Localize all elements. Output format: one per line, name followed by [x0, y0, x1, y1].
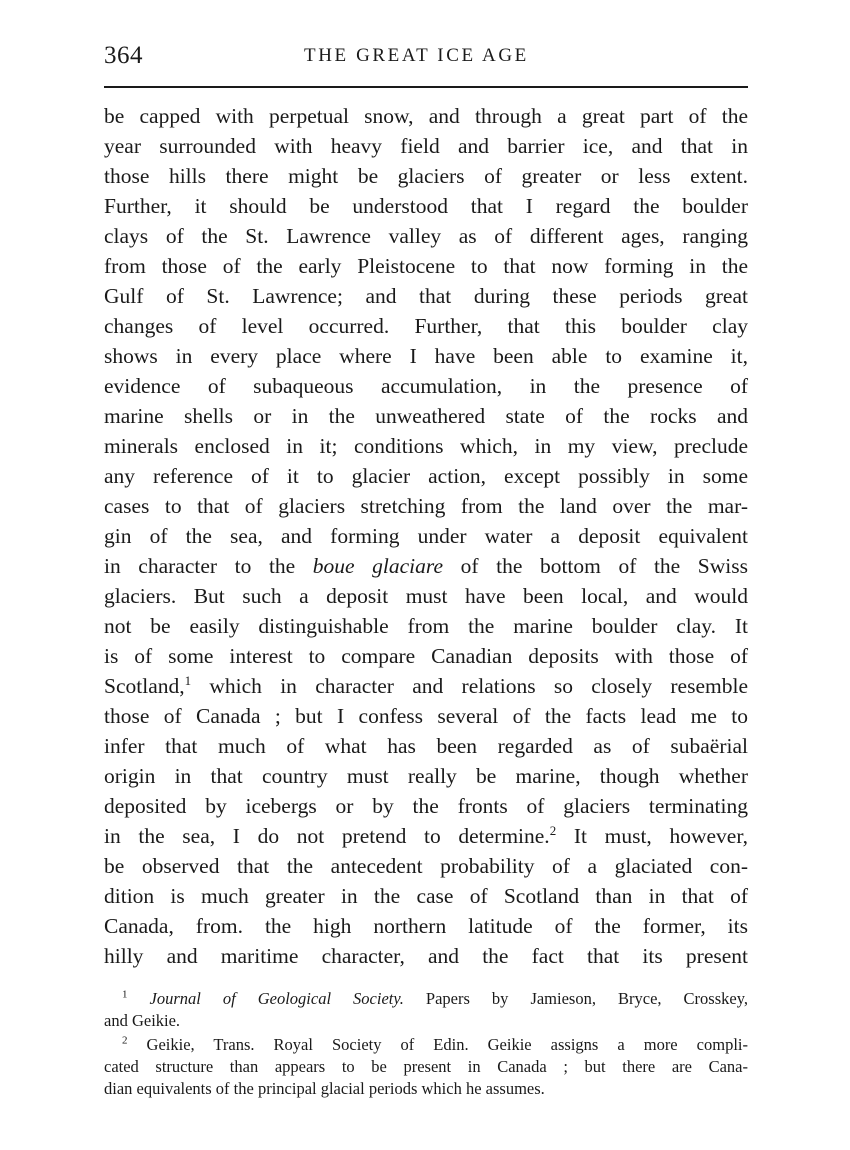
- footnote-2: [104, 1034, 748, 1056]
- text-segment: which in character and relations so closely resemble: [191, 674, 748, 698]
- text-line: be capped with perpetual snow, and through a great part of the: [104, 104, 748, 128]
- footnote-2-continuation: cated structure than appears to be present in Canada ; but there are Cana-: [104, 1057, 748, 1076]
- text-line: Canada, from. the high northern latitude of the former, its: [104, 914, 748, 938]
- text-line: Gulf of St. Lawrence; and that during these periods great: [104, 284, 748, 308]
- text-line: minerals enclosed in it; conditions which, in my view, preclude: [104, 434, 748, 458]
- footnote-text: Geikie, Trans. Royal Society of Edin. Geikie assigns a more compli-: [127, 1035, 748, 1054]
- footnote-reference[interactable]: 1: [184, 672, 192, 688]
- page-number: 364: [104, 42, 143, 69]
- text-segment: It must, however,: [556, 824, 748, 848]
- footnote-journal-title: Journal of Geological Society.: [149, 989, 404, 1008]
- running-title: THE GREAT ICE AGE: [304, 45, 529, 66]
- text-line-with-footnote-ref: [104, 671, 748, 701]
- text-line: year surrounded with heavy field and barrier ice, and that in: [104, 134, 748, 158]
- text-line: is of some interest to compare Canadian deposits with those of: [104, 644, 748, 668]
- text-line: shows in every place where I have been able to examine it,: [104, 344, 748, 368]
- text-line: marine shells or in the unweathered state of the rocks and: [104, 404, 748, 428]
- text-line: changes of level occurred. Further, that this boulder clay: [104, 314, 748, 338]
- text-line: glaciers. But such a deposit must have been local, and would: [104, 584, 748, 608]
- text-segment: of the bottom of the Swiss: [443, 554, 748, 578]
- text-line: origin in that country must really be marine, though whether: [104, 764, 748, 788]
- text-segment: in character to the: [104, 554, 313, 578]
- footnote-reference[interactable]: 2: [549, 822, 557, 838]
- text-line: from those of the early Pleistocene to that now forming in the: [104, 254, 748, 278]
- footnote-1-continuation: and Geikie.: [104, 1011, 181, 1030]
- text-line: cases to that of glaciers stretching from the land over the mar-: [104, 494, 748, 518]
- text-line: be observed that the antecedent probability of a glaciated con-: [104, 854, 748, 878]
- header-rule: [104, 86, 748, 88]
- text-line: evidence of subaqueous accumulation, in the presence of: [104, 374, 748, 398]
- body-text: [104, 101, 748, 971]
- text-line: deposited by icebergs or by the fronts of glaciers terminating: [104, 794, 748, 818]
- italic-term: boue glaciare: [312, 554, 444, 578]
- text-line: those hills there might be glaciers of greater or less extent.: [104, 164, 748, 188]
- text-line: hilly and maritime character, and the fact that its present: [104, 944, 748, 968]
- text-line: infer that much of what has been regarded as of subaërial: [104, 734, 748, 758]
- text-segment: in the sea, I do not pretend to determine.: [104, 824, 550, 848]
- page-header: [104, 42, 748, 72]
- footnotes: [104, 988, 748, 1100]
- text-line-with-italic: [104, 551, 748, 581]
- footnote-text: Papers by Jamieson, Bryce, Crosskey,: [403, 989, 748, 1008]
- footnote-mark: 1: [122, 988, 128, 1001]
- text-line: not be easily distinguishable from the marine boulder clay. It: [104, 614, 748, 638]
- text-line: dition is much greater in the case of Scotland than in that of: [104, 884, 748, 908]
- footnote-mark: 2: [122, 1034, 128, 1047]
- text-line: those of Canada ; but I confess several of the facts lead me to: [104, 704, 748, 728]
- text-segment: Scotland,: [104, 674, 185, 698]
- text-line: Further, it should be understood that I regard the boulder: [104, 194, 748, 218]
- text-line: any reference of it to glacier action, except possibly in some: [104, 464, 748, 488]
- footnote-2-continuation: dian equivalents of the principal glacial periods which he assumes.: [104, 1079, 545, 1098]
- text-line: gin of the sea, and forming under water a deposit equivalent: [104, 524, 748, 548]
- text-line: clays of the St. Lawrence valley as of different ages, ranging: [104, 224, 748, 248]
- footnote-1: [104, 988, 748, 1010]
- text-line-with-footnote-ref: [104, 821, 748, 851]
